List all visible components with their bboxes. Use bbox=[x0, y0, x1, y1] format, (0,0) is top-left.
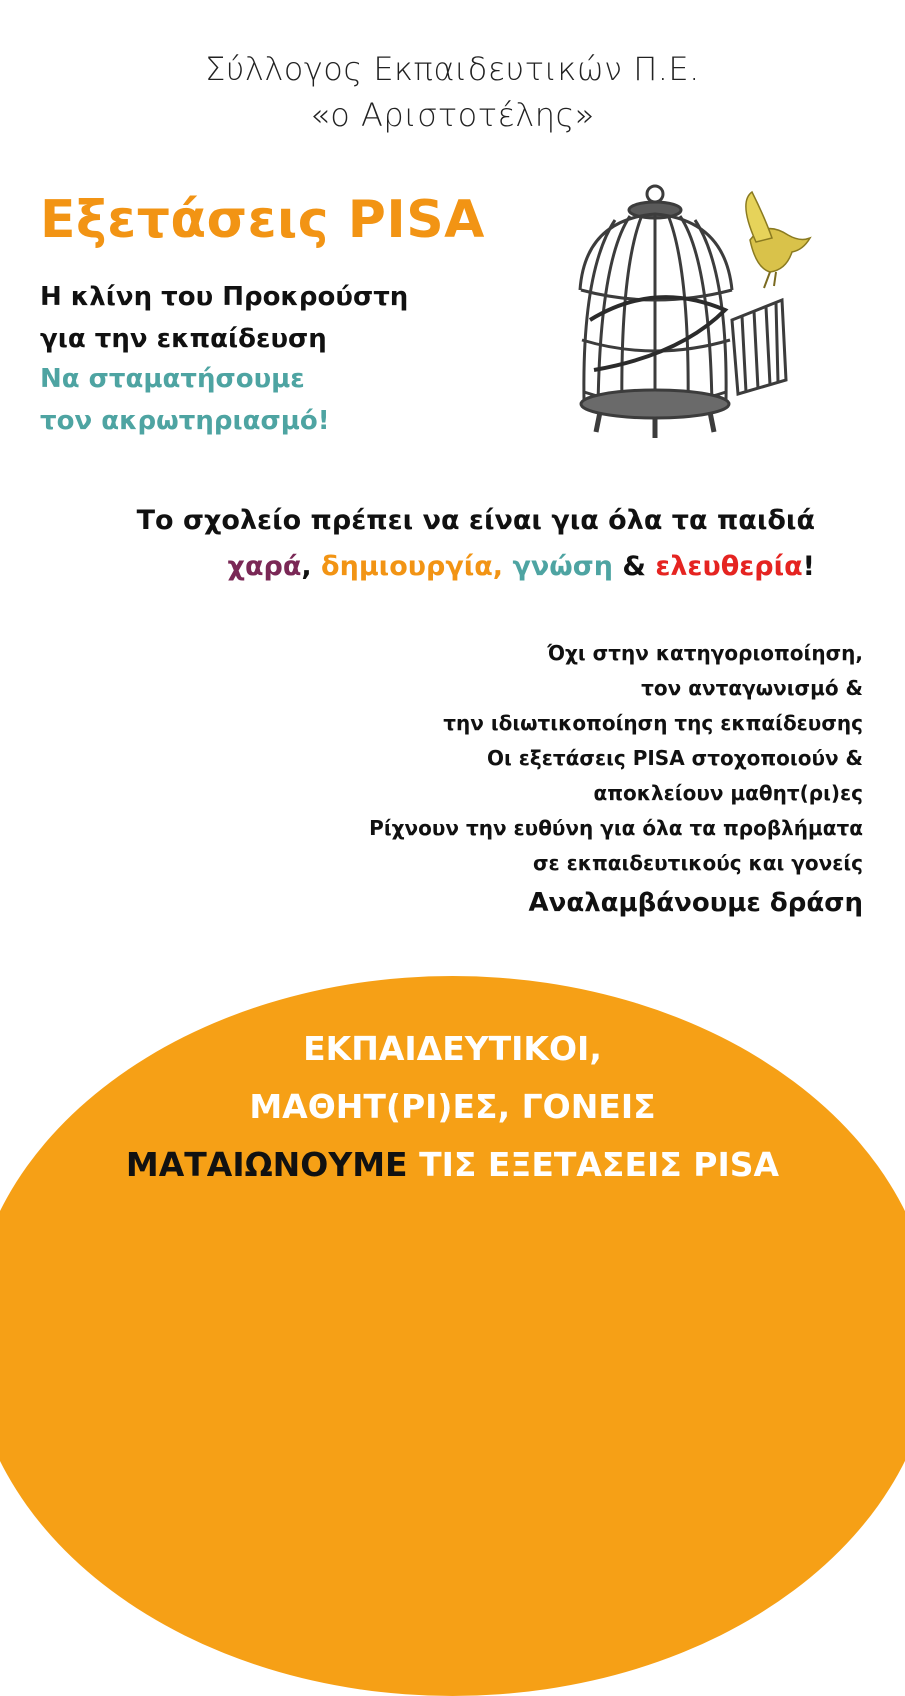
association-header bbox=[0, 46, 905, 138]
point-line: την ιδιωτικοποίηση της εκπαίδευσης bbox=[443, 711, 863, 735]
exclamation: ! bbox=[802, 551, 815, 582]
value-joy: χαρά bbox=[227, 551, 302, 582]
call-to-stop bbox=[40, 358, 330, 442]
subtitle bbox=[40, 276, 408, 360]
point-line: τον ανταγωνισμό & bbox=[641, 676, 863, 700]
point-line: Ρίχνουν την ευθύνη για όλα τα προβλήματα bbox=[369, 816, 863, 840]
point-line: αποκλείουν μαθητ(ρι)ες bbox=[593, 781, 863, 805]
point-line: Οι εξετάσεις PISA στοχοποιούν & bbox=[487, 746, 863, 770]
value-creativity: δημιουργία, bbox=[321, 551, 504, 582]
point-line: σε εκπαιδευτικούς και γονείς bbox=[532, 851, 863, 875]
open-birdcage-illustration bbox=[560, 180, 830, 450]
main-title: Εξετάσεις PISA bbox=[40, 190, 485, 250]
ampersand: & bbox=[622, 551, 646, 582]
comma: , bbox=[301, 551, 312, 582]
value-knowledge: γνώση bbox=[512, 551, 613, 582]
points-list bbox=[369, 636, 863, 925]
school-values bbox=[137, 544, 815, 590]
action-statement: Αναλαμβάνουμε δράση bbox=[528, 888, 863, 918]
school-statement bbox=[137, 498, 815, 590]
point-line: Όχι στην κατηγοριοποίηση, bbox=[547, 641, 863, 665]
value-freedom: ελευθερία bbox=[655, 551, 803, 582]
call-line-2: τον ακρωτηριασμό! bbox=[40, 406, 330, 436]
association-name: Σύλλογος Εκπαιδευτικών Π.Ε. bbox=[205, 50, 700, 88]
banner-cancel-word: ΜΑΤΑΙΩΝΟΥΜΕ bbox=[125, 1145, 408, 1184]
banner-line-2: ΜΑΘΗΤ(ΡΙ)ΕΣ, ΓΟΝΕΙΣ bbox=[249, 1087, 656, 1126]
association-subname: «ο Αριστοτέλης» bbox=[310, 96, 595, 134]
subtitle-line-1: Η κλίνη του Προκρούστη bbox=[40, 282, 409, 312]
banner-line-3 bbox=[0, 1136, 905, 1194]
school-line-1: Το σχολείο πρέπει να είναι για όλα τα παιδιά bbox=[136, 505, 815, 536]
banner-pisa-text: ΤΙΣ ΕΞΕΤΑΣΕΙΣ PISA bbox=[419, 1145, 780, 1184]
subtitle-line-2: για την εκπαίδευση bbox=[40, 324, 327, 354]
banner-line-1: ΕΚΠΑΙΔΕΥΤΙΚΟΙ, bbox=[303, 1029, 602, 1068]
call-line-1: Να σταματήσουμε bbox=[40, 364, 305, 394]
bird-icon bbox=[746, 192, 810, 288]
banner-text bbox=[0, 1020, 905, 1194]
